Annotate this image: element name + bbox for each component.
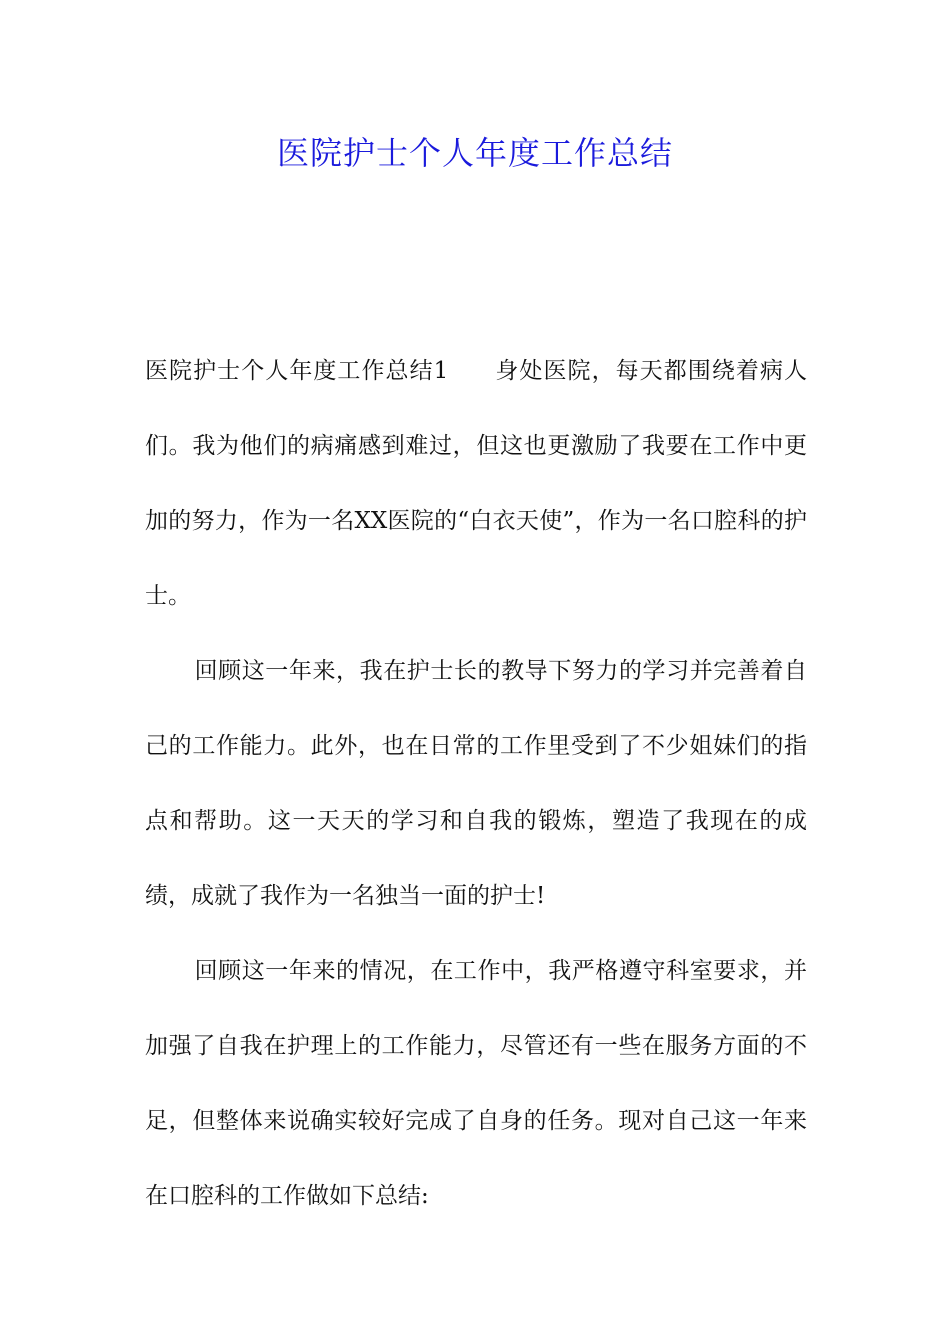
paragraph-2 bbox=[145, 634, 807, 934]
paragraph-3-text: 回顾这一年来的情况，在工作中，我严格遵守科室要求，并加强了自我在护理上的工作能力，尽管还有一些在服务方面的不足，但整体来说确实较好完成了自身的任务。现对自己这一年来在口腔科的工作做如下总结: bbox=[145, 958, 807, 1209]
paragraph-2-text: 回顾这一年来，我在护士长的教导下努力的学习并完善着自己的工作能力。此外，也在日常的工作里受到了不少姐妹们的指点和帮助。这一天天的学习和自我的锻炼，塑造了我现在的成绩，成就了我作为一名独当一面的护士! bbox=[145, 658, 807, 909]
paragraph-1-text: 身处医院，每天都围绕着病人们。我为他们的病痛感到难过，但这也更激励了我要在工作中更加的努力，作为一名XX医院的“白衣天使”，作为一名口腔科的护士。 bbox=[145, 358, 808, 609]
document-title: 医院护士个人年度工作总结 bbox=[276, 134, 673, 172]
paragraph-1-lead: 医院护士个人年度工作总结1 bbox=[145, 358, 449, 384]
document-body bbox=[145, 334, 807, 1234]
paragraph-1 bbox=[145, 334, 807, 634]
paragraph-3 bbox=[145, 934, 807, 1234]
